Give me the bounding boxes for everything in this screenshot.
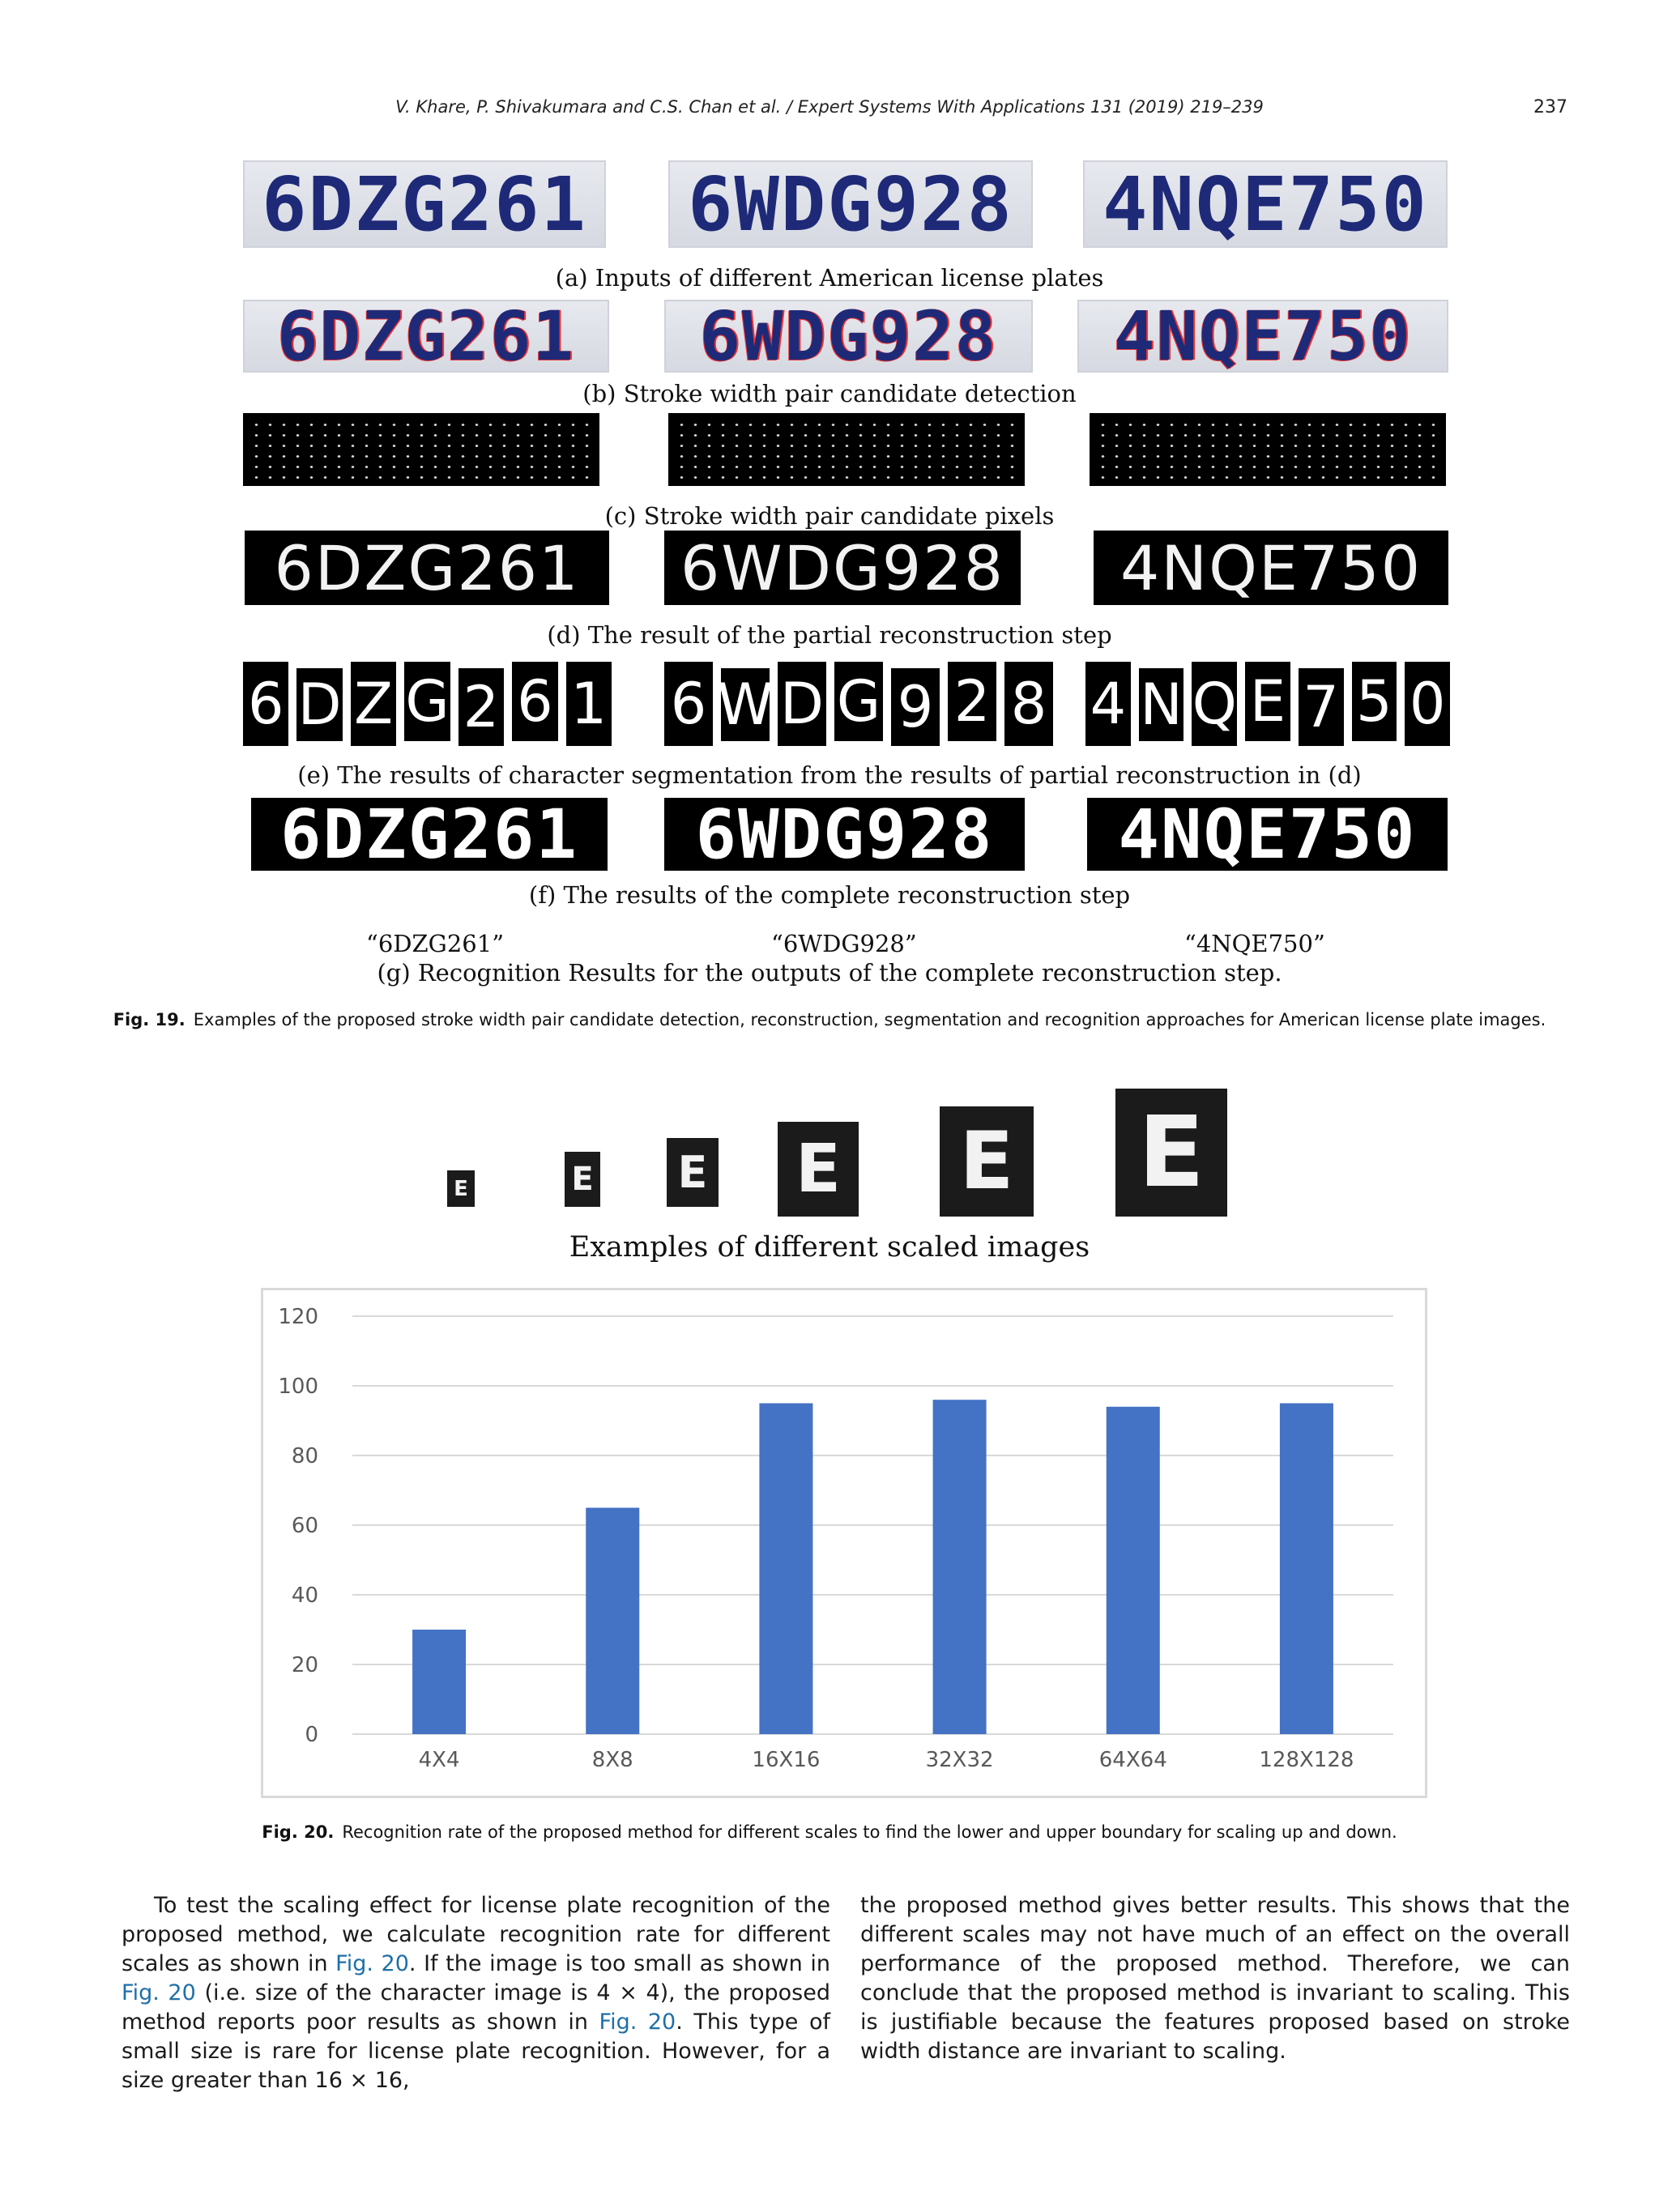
plate-stroke-1: 6DZG261	[243, 300, 609, 373]
text-run: (i.e. size of the character image is 4 × 4), the proposed method reports poor results as shown in	[122, 1980, 830, 2035]
row-b-stroke	[243, 296, 1458, 376]
caption-g: (g) Recognition Results for the outputs of the complete reconstruction step.	[377, 959, 1282, 987]
x-tick-label: 64X64	[1098, 1748, 1167, 1772]
text-run: . This type of small size is rare for license plate recognition. However, for a size greater than 16 × 16,	[122, 2010, 830, 2093]
fig20-link[interactable]: Fig. 20	[335, 1951, 409, 1976]
fig20-text: Recognition rate of the proposed method for different scales to find the lower and upper boundary for scaling up and down.	[342, 1822, 1397, 1842]
bar	[933, 1400, 987, 1734]
segmented-character: E	[1245, 662, 1290, 741]
scaled-image-64x64: E	[940, 1106, 1034, 1217]
plate-pixels-1	[243, 413, 599, 486]
bar	[412, 1630, 466, 1734]
bar	[1107, 1407, 1160, 1734]
caption-e: (e) The results of character segmentation from the results of partial reconstruction in (d)	[297, 761, 1362, 789]
scaled-images-caption: Examples of different scaled images	[569, 1231, 1090, 1264]
segmented-character: 6	[243, 662, 288, 746]
segmented-character: G	[404, 662, 450, 741]
segmented-character: N	[1139, 668, 1184, 741]
segmented-character: 6	[664, 662, 713, 746]
caption-a: (a) Inputs of different American license plates	[555, 264, 1104, 292]
segmented-character: W	[721, 668, 770, 741]
scaled-image-16x16: E	[667, 1138, 719, 1207]
fig20-link[interactable]: Fig. 20	[122, 1980, 196, 2005]
caption-f: (f) The results of the complete reconstruction step	[528, 881, 1131, 909]
segmented-character: 2	[458, 668, 504, 746]
segmented-character: 5	[1352, 662, 1397, 741]
plate-complete-1: 6DZG261	[251, 798, 608, 871]
bar-chart-svg	[263, 1290, 1425, 1796]
segmented-character: 4	[1085, 662, 1131, 746]
paragraph-scaling	[122, 1891, 830, 2095]
caption-d: (d) The result of the partial reconstruction step	[547, 621, 1112, 649]
segmented-plate-3	[1085, 662, 1450, 746]
plate-complete-2: 6WDG928	[664, 798, 1025, 871]
x-tick-label: 128X128	[1259, 1748, 1354, 1772]
bar	[1280, 1404, 1333, 1735]
plate-stroke-3: 4NQE750	[1077, 300, 1448, 373]
segmented-character: 9	[891, 668, 940, 746]
header-citation: V. Khare, P. Shivakumara and C.S. Chan et al. / Expert Systems With Applications 131 (2019) 219–239	[395, 97, 1264, 117]
plate-pixels-3	[1090, 413, 1446, 486]
fig20-label: Fig. 20.	[262, 1822, 335, 1842]
x-tick-label: 16X16	[752, 1748, 821, 1772]
bar	[586, 1508, 639, 1735]
fig20-caption	[0, 1822, 1659, 1842]
y-tick-label: 0	[305, 1723, 318, 1747]
segmented-character: D	[778, 662, 826, 746]
paragraph-continued: the proposed method gives better results. This shows that the different scales may not have much of an effect on the overall performance of the proposed method. Therefore, we can conclude that the proposed method is invariant to scaling. This is justifiable because the features proposed based on stroke width distance are invariant to scaling.	[860, 1893, 1570, 2064]
plate-partial-1: 6DZG261	[245, 531, 609, 605]
segmented-plate-1	[243, 662, 612, 746]
recognition-result-2: “6WDG928”	[771, 930, 917, 957]
plate-complete-3: 4NQE750	[1087, 798, 1448, 871]
y-tick-label: 60	[291, 1514, 318, 1538]
scaled-image-4x4: E	[447, 1170, 475, 1207]
fig19-text: Examples of the proposed stroke width pair candidate detection, reconstruction, segmentation and recognition approaches for American license plate images.	[193, 1010, 1546, 1029]
recognition-rate-chart	[261, 1288, 1427, 1798]
fig19-caption	[0, 1010, 1659, 1029]
row-f-complete	[243, 795, 1458, 874]
row-a-inputs	[243, 160, 1458, 248]
segmented-character: 7	[1299, 668, 1344, 746]
row-d-partial	[243, 531, 1458, 605]
plate-stroke-2: 6WDG928	[664, 300, 1033, 373]
plate-partial-3: 4NQE750	[1094, 531, 1448, 605]
segmented-character: 8	[1004, 662, 1053, 746]
y-tick-label: 120	[278, 1305, 318, 1329]
scaled-image-128x128: E	[1115, 1089, 1227, 1217]
x-tick-label: 8X8	[591, 1748, 633, 1772]
text-run: To test the scaling effect for license plate recognition of the proposed method, we calculate recognition rate for different scales as shown in	[122, 1893, 830, 1976]
plate-partial-2: 6WDG928	[664, 531, 1021, 605]
segmented-character: G	[834, 662, 883, 741]
x-tick-label: 4X4	[418, 1748, 460, 1772]
segmented-character: Q	[1192, 662, 1237, 746]
segmented-character: 0	[1405, 662, 1450, 746]
segmented-plate-2	[664, 662, 1053, 746]
recognition-result-3: “4NQE750”	[1184, 930, 1325, 957]
row-c-pixels	[243, 413, 1458, 486]
running-header	[0, 97, 1659, 130]
plate-input-2: 6WDG928	[668, 160, 1033, 248]
segmented-character: D	[296, 668, 342, 741]
fig20-link[interactable]: Fig. 20	[599, 2010, 676, 2035]
y-tick-label: 40	[291, 1583, 318, 1608]
scaled-image-32x32: E	[778, 1122, 859, 1217]
y-tick-label: 100	[278, 1375, 318, 1399]
recognition-result-1: “6DZG261”	[366, 930, 505, 957]
text-run: . If the image is too small as shown in	[408, 1951, 830, 1976]
segmented-character: 1	[566, 662, 612, 746]
x-tick-label: 32X32	[925, 1748, 994, 1772]
segmented-character: Z	[351, 662, 396, 746]
segmented-character: 6	[512, 662, 557, 741]
caption-b: (b) Stroke width pair candidate detection	[582, 380, 1077, 407]
body-column-left	[122, 1891, 830, 2095]
scaled-image-8x8: E	[565, 1152, 600, 1207]
bar	[759, 1404, 812, 1735]
fig19-label: Fig. 19.	[113, 1010, 186, 1029]
caption-c: (c) Stroke width pair candidate pixels	[604, 502, 1055, 530]
y-tick-label: 20	[291, 1653, 318, 1677]
plate-input-3: 4NQE750	[1083, 160, 1448, 248]
y-tick-label: 80	[291, 1444, 318, 1468]
plate-pixels-2	[668, 413, 1025, 486]
page-number: 237	[1533, 97, 1567, 117]
plate-input-1: 6DZG261	[243, 160, 606, 248]
segmented-character: 2	[948, 662, 996, 741]
row-e-segmentation	[243, 662, 1458, 746]
body-column-right	[860, 1891, 1570, 2066]
